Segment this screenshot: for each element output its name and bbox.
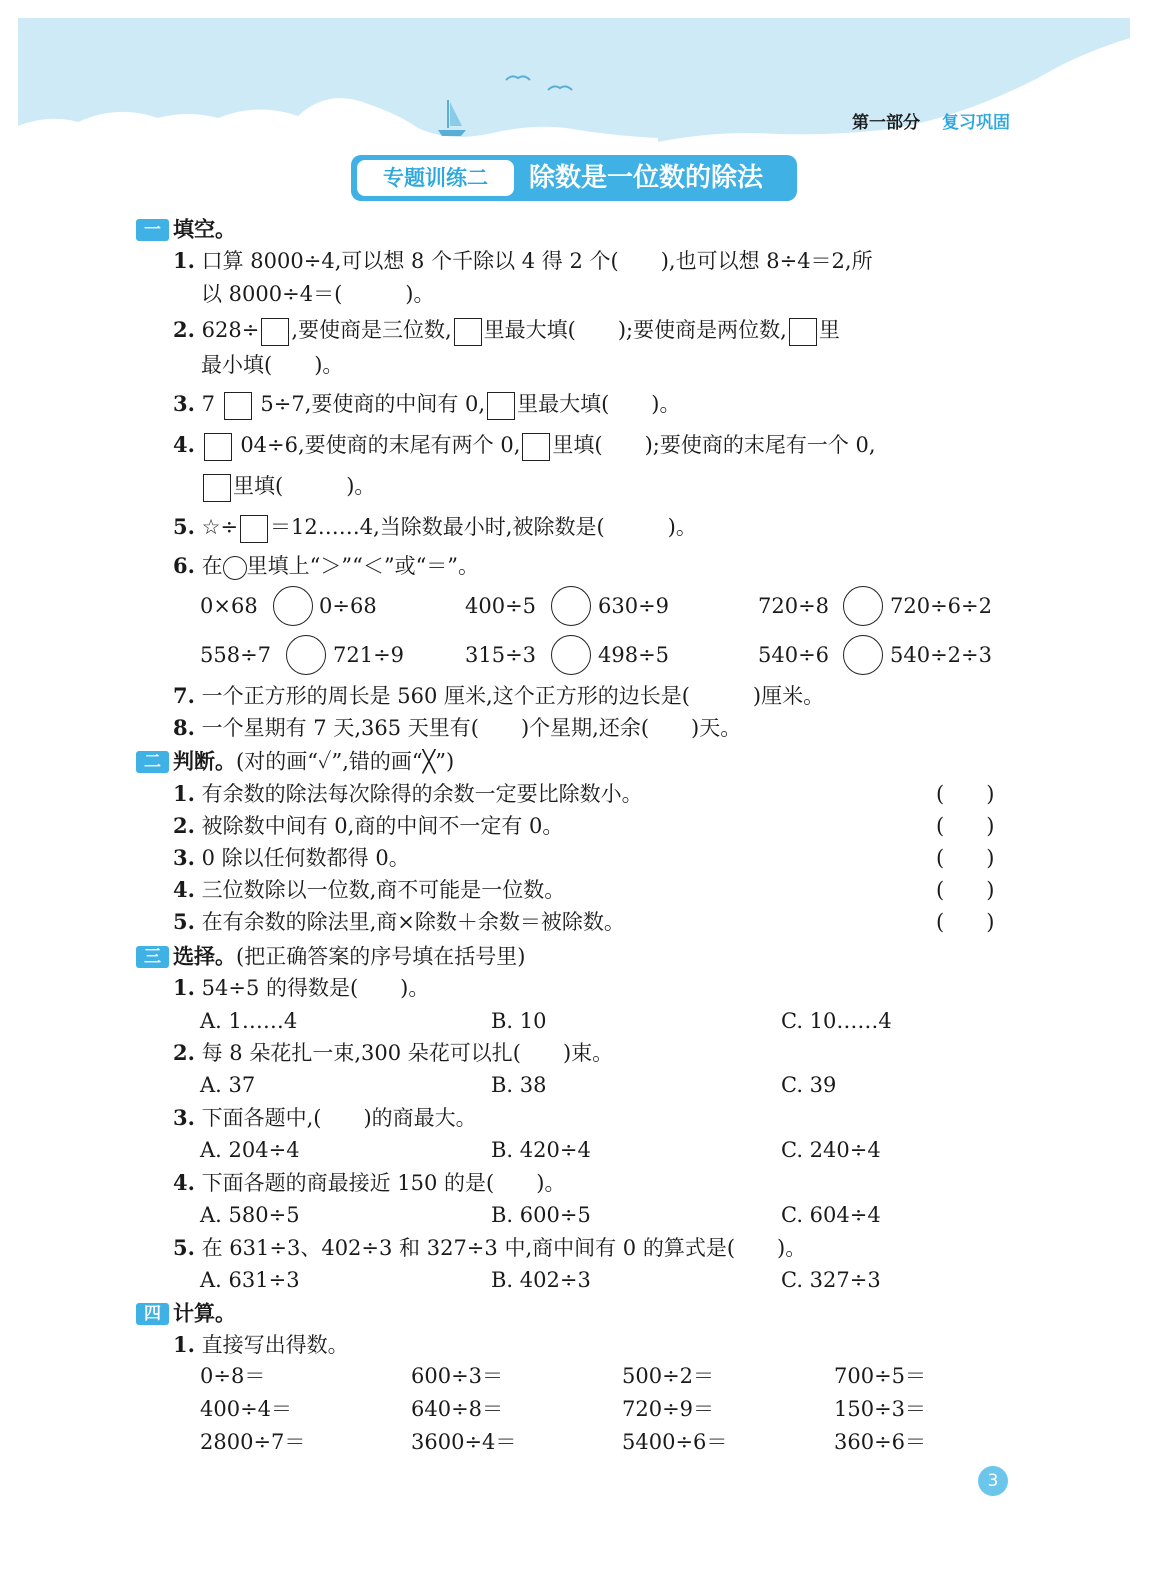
compare-left: 720÷8 (758, 594, 830, 618)
calc-item[interactable]: 720÷9＝ (622, 1397, 715, 1421)
s3-question (173, 974, 429, 1002)
answer-box[interactable] (224, 392, 252, 420)
compare-circle[interactable] (286, 635, 326, 675)
q-text: 下面各题的商最接近 150 的是( )。 (201, 1171, 566, 1195)
header-part: 第一部分 (852, 113, 920, 133)
option-b[interactable]: B. 420÷4 (491, 1138, 591, 1162)
q-text: 04÷6,要使商的末尾有两个 0, (240, 433, 521, 457)
q-number: 1. (173, 975, 195, 1000)
s3-question (173, 1234, 806, 1262)
judge-paren[interactable]: ( ) (936, 782, 995, 806)
q-number: 7. (173, 683, 195, 708)
q-text: 直接写出得数。 (201, 1333, 349, 1357)
q-text: 里填( )。 (233, 474, 376, 498)
section-2-heading (136, 746, 454, 776)
q-text: 5÷7,要使商的中间有 0, (260, 392, 486, 416)
compare-circle[interactable] (273, 586, 313, 626)
q-number: 1. (173, 781, 195, 806)
section-4-title: 计算。 (173, 1301, 236, 1326)
s1-q3 (173, 390, 680, 420)
q-number: 1. (173, 248, 195, 273)
compare-left: 0×68 (200, 594, 258, 618)
calc-item[interactable]: 400÷4＝ (200, 1397, 293, 1421)
answer-box[interactable] (789, 318, 817, 346)
option-a[interactable]: A. 204÷4 (200, 1138, 300, 1162)
calc-item[interactable]: 0÷8＝ (200, 1364, 266, 1388)
judge-paren[interactable]: ( ) (936, 878, 995, 902)
q-number: 1. (173, 1332, 195, 1357)
s1-q2-line2: 最小填( )。 (201, 353, 344, 377)
answer-box[interactable] (240, 515, 268, 543)
page-number: 3 (978, 1466, 1008, 1496)
q-number: 3. (173, 1105, 195, 1130)
option-a[interactable]: A. 1……4 (200, 1009, 298, 1033)
section-2-title: 判断。 (173, 749, 236, 774)
q-number: 4. (173, 877, 195, 902)
option-b[interactable]: B. 10 (491, 1009, 547, 1033)
title-topic: 除数是一位数的除法 (529, 163, 764, 193)
section-1-heading (136, 214, 236, 244)
option-a[interactable]: A. 37 (200, 1073, 256, 1097)
q-text: 在 (201, 554, 223, 578)
option-b[interactable]: B. 600÷5 (491, 1203, 591, 1227)
compare-left: 558÷7 (200, 643, 272, 667)
compare-right: 721÷9 (333, 643, 405, 667)
calc-item[interactable]: 600÷3＝ (411, 1364, 504, 1388)
q-text: 在 631÷3、402÷3 和 327÷3 中,商中间有 0 的算式是( )。 (201, 1236, 807, 1260)
q-text: 下面各题中,( )的商最大。 (201, 1106, 477, 1130)
compare-left: 400÷5 (465, 594, 537, 618)
s1-q6 (173, 552, 479, 580)
compare-right: 630÷9 (598, 594, 670, 618)
s2-item (173, 844, 410, 872)
q-text: 里填( );要使商的末尾有一个 0, (552, 433, 876, 457)
answer-box[interactable] (204, 433, 232, 461)
section-2-note: (对的画“✓”,错的画“╳”) (236, 749, 455, 774)
option-a[interactable]: A. 580÷5 (200, 1203, 300, 1227)
q-text: 里填上“＞”“＜”或“＝”。 (246, 554, 480, 578)
section-3-title: 选择。 (173, 944, 236, 969)
compare-right: 0÷68 (319, 594, 377, 618)
s1-q4-line1 (173, 431, 876, 461)
compare-left: 540÷6 (758, 643, 830, 667)
q-text: 口算 8000÷4,可以想 8 个千除以 4 得 2 个( ),也可以想 8÷4＝2,所 (201, 249, 873, 273)
answer-box[interactable] (487, 392, 515, 420)
section-1-title: 填空。 (173, 217, 236, 242)
section-3-tag: 三 (136, 946, 169, 968)
section-1-tag: 一 (136, 219, 169, 241)
q-text: 每 8 朵花扎一束,300 朵花可以扎( )束。 (201, 1041, 614, 1065)
section-2-tag: 二 (136, 751, 169, 773)
q-number: 3. (173, 391, 195, 416)
s2-item (173, 876, 565, 904)
q-text: 在有余数的除法里,商×除数＋余数＝被除数。 (201, 910, 625, 934)
calc-item[interactable]: 2800÷7＝ (200, 1430, 306, 1454)
q-number: 5. (173, 514, 195, 539)
compare-circle[interactable] (551, 635, 591, 675)
compare-right: 498÷5 (598, 643, 670, 667)
calc-item[interactable]: 500÷2＝ (622, 1364, 715, 1388)
q-text: 7 (201, 392, 215, 416)
s2-item (173, 780, 643, 808)
q-number: 6. (173, 553, 195, 578)
compare-circle[interactable] (843, 586, 883, 626)
answer-box[interactable] (522, 433, 550, 461)
s1-q4-line2 (201, 472, 375, 502)
title-label: 专题训练二 (357, 160, 514, 196)
q-text: 被除数中间有 0,商的中间不一定有 0。 (201, 814, 564, 838)
header-section: 复习巩固 (942, 113, 1010, 133)
q-number: 2. (173, 813, 195, 838)
q-number: 5. (173, 1235, 195, 1260)
compare-circle[interactable] (843, 635, 883, 675)
circle-icon (223, 556, 247, 580)
s3-question (173, 1039, 613, 1067)
option-c[interactable]: C. 240÷4 (781, 1138, 881, 1162)
judge-paren[interactable]: ( ) (936, 910, 995, 934)
q-text: 54÷5 的得数是( )。 (201, 976, 430, 1000)
calc-item[interactable]: 3600÷4＝ (411, 1430, 517, 1454)
compare-left: 315÷3 (465, 643, 537, 667)
compare-right: 540÷2÷3 (890, 643, 992, 667)
calc-item[interactable]: 150÷3＝ (834, 1397, 927, 1421)
s1-q5 (173, 513, 697, 543)
option-c[interactable]: C. 604÷4 (781, 1203, 881, 1227)
q-text: 628÷ (201, 318, 260, 342)
judge-paren[interactable]: ( ) (936, 814, 995, 838)
q-number: 3. (173, 845, 195, 870)
section-3-heading (136, 941, 525, 971)
s3-question (173, 1169, 565, 1197)
q-number: 2. (173, 317, 195, 342)
judge-paren[interactable]: ( ) (936, 846, 995, 870)
s2-item (173, 908, 625, 936)
option-c[interactable]: C. 10……4 (781, 1009, 892, 1033)
section-3-note: (把正确答案的序号填在括号里) (236, 944, 526, 969)
section-4-tag: 四 (136, 1303, 169, 1325)
q-text: 一个正方形的周长是 560 厘米,这个正方形的边长是( )厘米。 (201, 684, 825, 708)
calc-item[interactable]: 700÷5＝ (834, 1364, 927, 1388)
q-number: 5. (173, 909, 195, 934)
q-text: ☆÷ (201, 515, 239, 539)
s1-q7 (173, 682, 824, 710)
q-number: 8. (173, 715, 195, 740)
q-text: 里最大填( );要使商是两位数, (483, 318, 787, 342)
q-text: 三位数除以一位数,商不可能是一位数。 (201, 878, 566, 902)
s2-item (173, 812, 563, 840)
option-c[interactable]: C. 327÷3 (781, 1268, 881, 1292)
s1-q8 (173, 714, 741, 742)
q-text: 有余数的除法每次除得的余数一定要比除数小。 (201, 782, 643, 806)
option-b[interactable]: B. 38 (491, 1073, 547, 1097)
q-number: 2. (173, 1040, 195, 1065)
q-text: ＝12……4,当除数最小时,被除数是( )。 (270, 515, 697, 539)
answer-box[interactable] (261, 318, 289, 346)
q-text: ,要使商是三位数, (291, 318, 452, 342)
option-a[interactable]: A. 631÷3 (200, 1268, 300, 1292)
calc-item[interactable]: 360÷6＝ (834, 1430, 927, 1454)
option-c[interactable]: C. 39 (781, 1073, 837, 1097)
q-text: 0 除以任何数都得 0。 (201, 846, 410, 870)
s1-q2-line1 (173, 316, 840, 346)
answer-box[interactable] (203, 474, 231, 502)
calc-item[interactable]: 640÷8＝ (411, 1397, 504, 1421)
title-bar (351, 155, 797, 201)
q-number: 4. (173, 432, 195, 457)
s4-q1 (173, 1331, 349, 1359)
q-text: 一个星期有 7 天,365 天里有( )个星期,还余( )天。 (201, 716, 742, 740)
compare-circle[interactable] (551, 586, 591, 626)
calc-item[interactable]: 5400÷6＝ (622, 1430, 728, 1454)
answer-box[interactable] (454, 318, 482, 346)
q-text: 里最大填( )。 (517, 392, 681, 416)
s1-q1-line2: 以 8000÷4＝( )。 (201, 282, 435, 306)
s1-q1-line1 (173, 247, 873, 275)
s3-question (173, 1104, 477, 1132)
option-b[interactable]: B. 402÷3 (491, 1268, 591, 1292)
q-number: 4. (173, 1170, 195, 1195)
section-4-heading (136, 1298, 236, 1328)
q-text: 里 (818, 318, 840, 342)
compare-right: 720÷6÷2 (890, 594, 992, 618)
